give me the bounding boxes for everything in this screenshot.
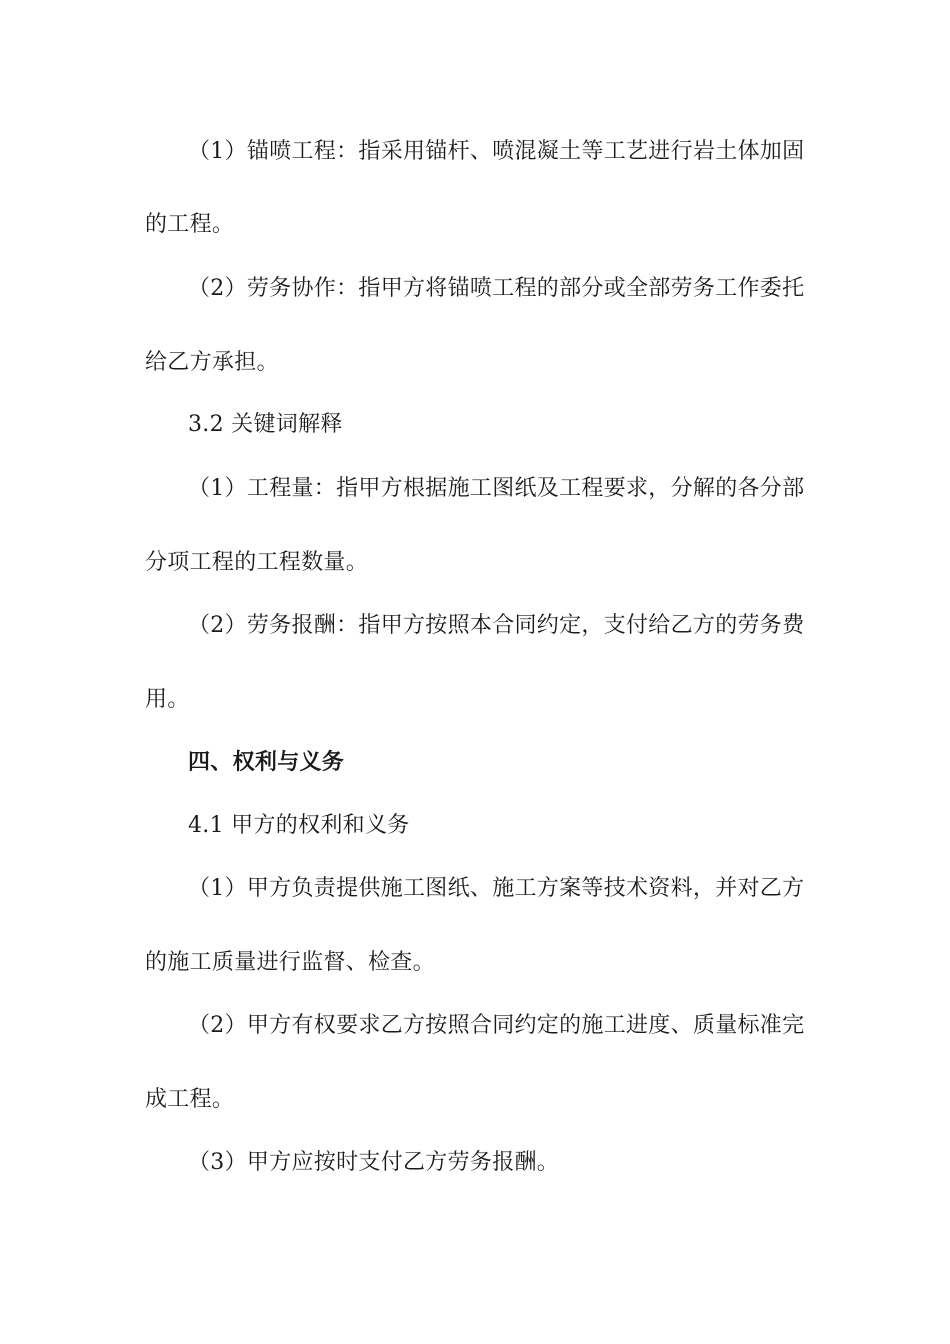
- keyword-1-line-2: 分项工程的工程数量。: [145, 550, 369, 575]
- duty-1-line-1: （1）甲方负责提供施工图纸、施工方案等技术资料，并对乙方: [188, 876, 805, 901]
- definition-2-line-2: 给乙方承担。: [145, 350, 279, 375]
- definition-1-line-2: 的工程。: [145, 212, 235, 237]
- duty-1-line-2: 的施工质量进行监督、检查。: [145, 950, 435, 975]
- keyword-1-line-1: （1）工程量：指甲方根据施工图纸及工程要求，分解的各分部: [188, 476, 805, 501]
- definition-1-line-1: （1）锚喷工程：指采用锚杆、喷混凝土等工艺进行岩土体加固: [188, 139, 805, 164]
- subheading-3-2: 3.2 关键词解释: [188, 412, 343, 437]
- keyword-2-line-2: 用。: [145, 687, 190, 712]
- subheading-4-1: 4.1 甲方的权利和义务: [188, 813, 410, 838]
- definition-2-line-1: （2）劳务协作：指甲方将锚喷工程的部分或全部劳务工作委托: [188, 276, 805, 301]
- keyword-2-line-1: （2）劳务报酬：指甲方按照本合同约定，支付给乙方的劳务费: [188, 613, 805, 638]
- duty-3-line-1: （3）甲方应按时支付乙方劳务报酬。: [188, 1150, 560, 1175]
- duty-2-line-1: （2）甲方有权要求乙方按照合同约定的施工进度、质量标准完: [188, 1013, 805, 1038]
- section-heading-4: 四、权利与义务: [188, 749, 345, 775]
- duty-2-line-2: 成工程。: [145, 1087, 235, 1112]
